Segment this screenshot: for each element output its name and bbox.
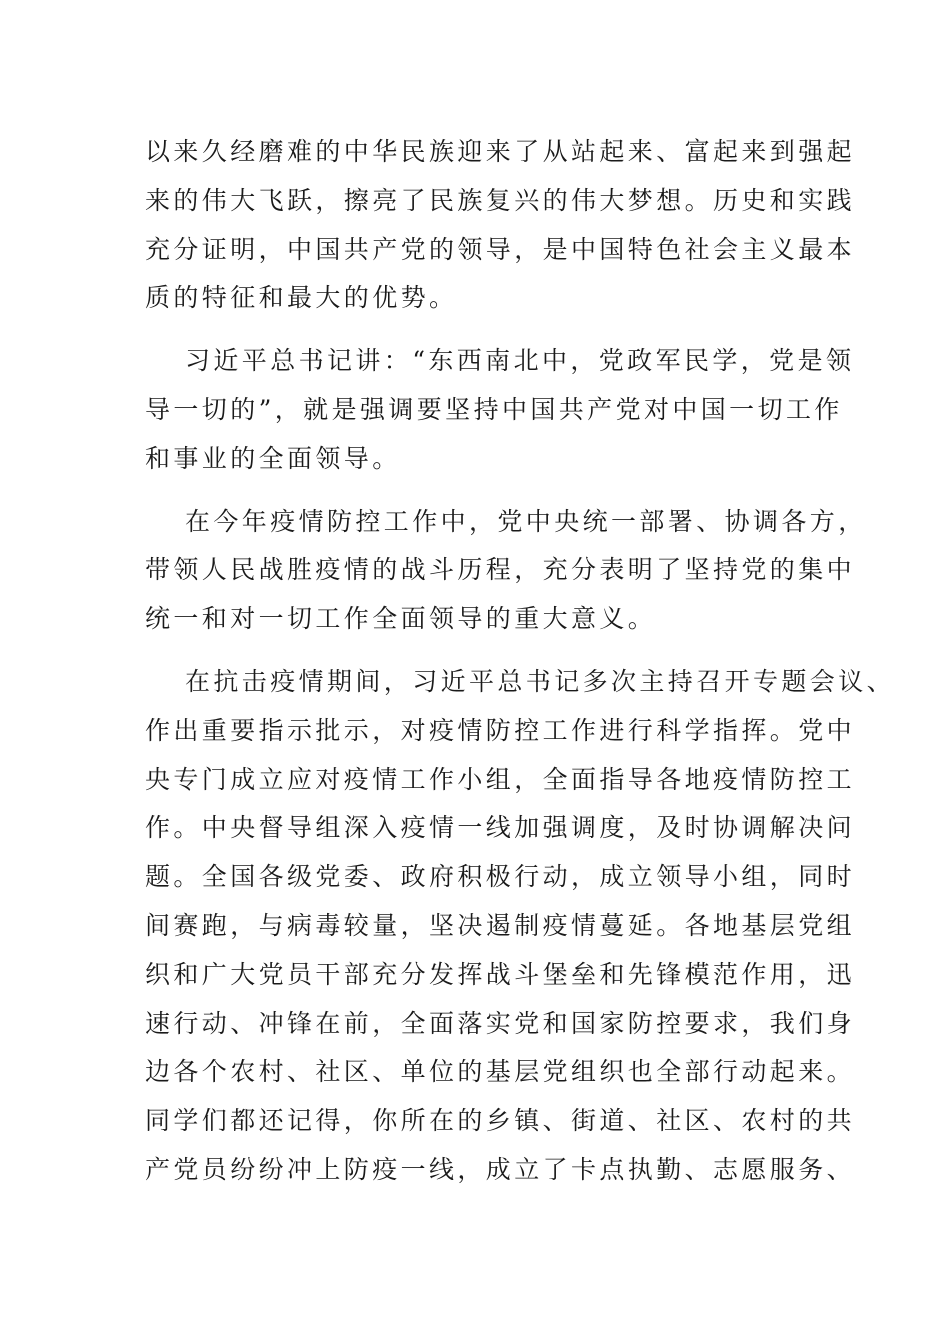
text-line: 产党员纷纷冲上防疫一线，成立了卡点执勤、志愿服务、 (145, 1154, 856, 1184)
text-line: 边各个农村、社区、单位的基层党组织也全部行动起来。 (145, 1057, 856, 1087)
text-line: 间赛跑，与病毒较量，坚决遏制疫情蔓延。各地基层党组 (145, 910, 856, 940)
text-line: 带领人民战胜疫情的战斗历程，充分表明了坚持党的集中 (145, 555, 856, 585)
text-line: 同学们都还记得，你所在的乡镇、街道、社区、农村的共 (145, 1106, 856, 1136)
paragraph-3 (145, 498, 867, 644)
text-line: 织和广大党员干部充分发挥战斗堡垒和先锋模范作用，迅 (145, 959, 856, 989)
text-line: 作出重要指示批示，对疫情防控工作进行科学指挥。党中 (145, 715, 856, 745)
text-line: 在今年疫情防控工作中，党中央统一部署、协调各方， (185, 506, 867, 536)
paragraph-2 (145, 337, 855, 483)
text-line: 习近平总书记讲：“东西南北中，党政军民学，党是领 (185, 346, 855, 376)
document-body (145, 128, 896, 1209)
text-line: 作。中央督导组深入疫情一线加强调度，及时协调解决问 (145, 813, 856, 843)
text-line: 充分证明，中国共产党的领导，是中国特色社会主义最本 (145, 234, 856, 264)
paragraph-4 (145, 658, 896, 1195)
text-line: 速行动、冲锋在前，全面落实党和国家防控要求，我们身 (145, 1008, 856, 1038)
paragraph-1 (145, 128, 856, 323)
text-line: 央专门成立应对疫情工作小组，全面指导各地疫情防控工 (145, 764, 856, 794)
text-line: 统一和对一切工作全面领导的重大意义。 (145, 604, 657, 634)
text-line: 来的伟大飞跃，擦亮了民族复兴的伟大梦想。历史和实践 (145, 185, 856, 215)
text-line: 和事业的全面领导。 (145, 443, 401, 473)
text-line: 质的特征和最大的优势。 (145, 283, 458, 313)
text-line: 题。全国各级党委、政府积极行动，成立领导小组，同时 (145, 862, 856, 892)
text-line: 在抗击疫情期间，习近平总书记多次主持召开专题会议、 (185, 666, 896, 696)
text-line: 导一切的”，就是强调要坚持中国共产党对中国一切工作 (145, 394, 843, 424)
text-line: 以来久经磨难的中华民族迎来了从站起来、富起来到强起 (145, 137, 856, 166)
